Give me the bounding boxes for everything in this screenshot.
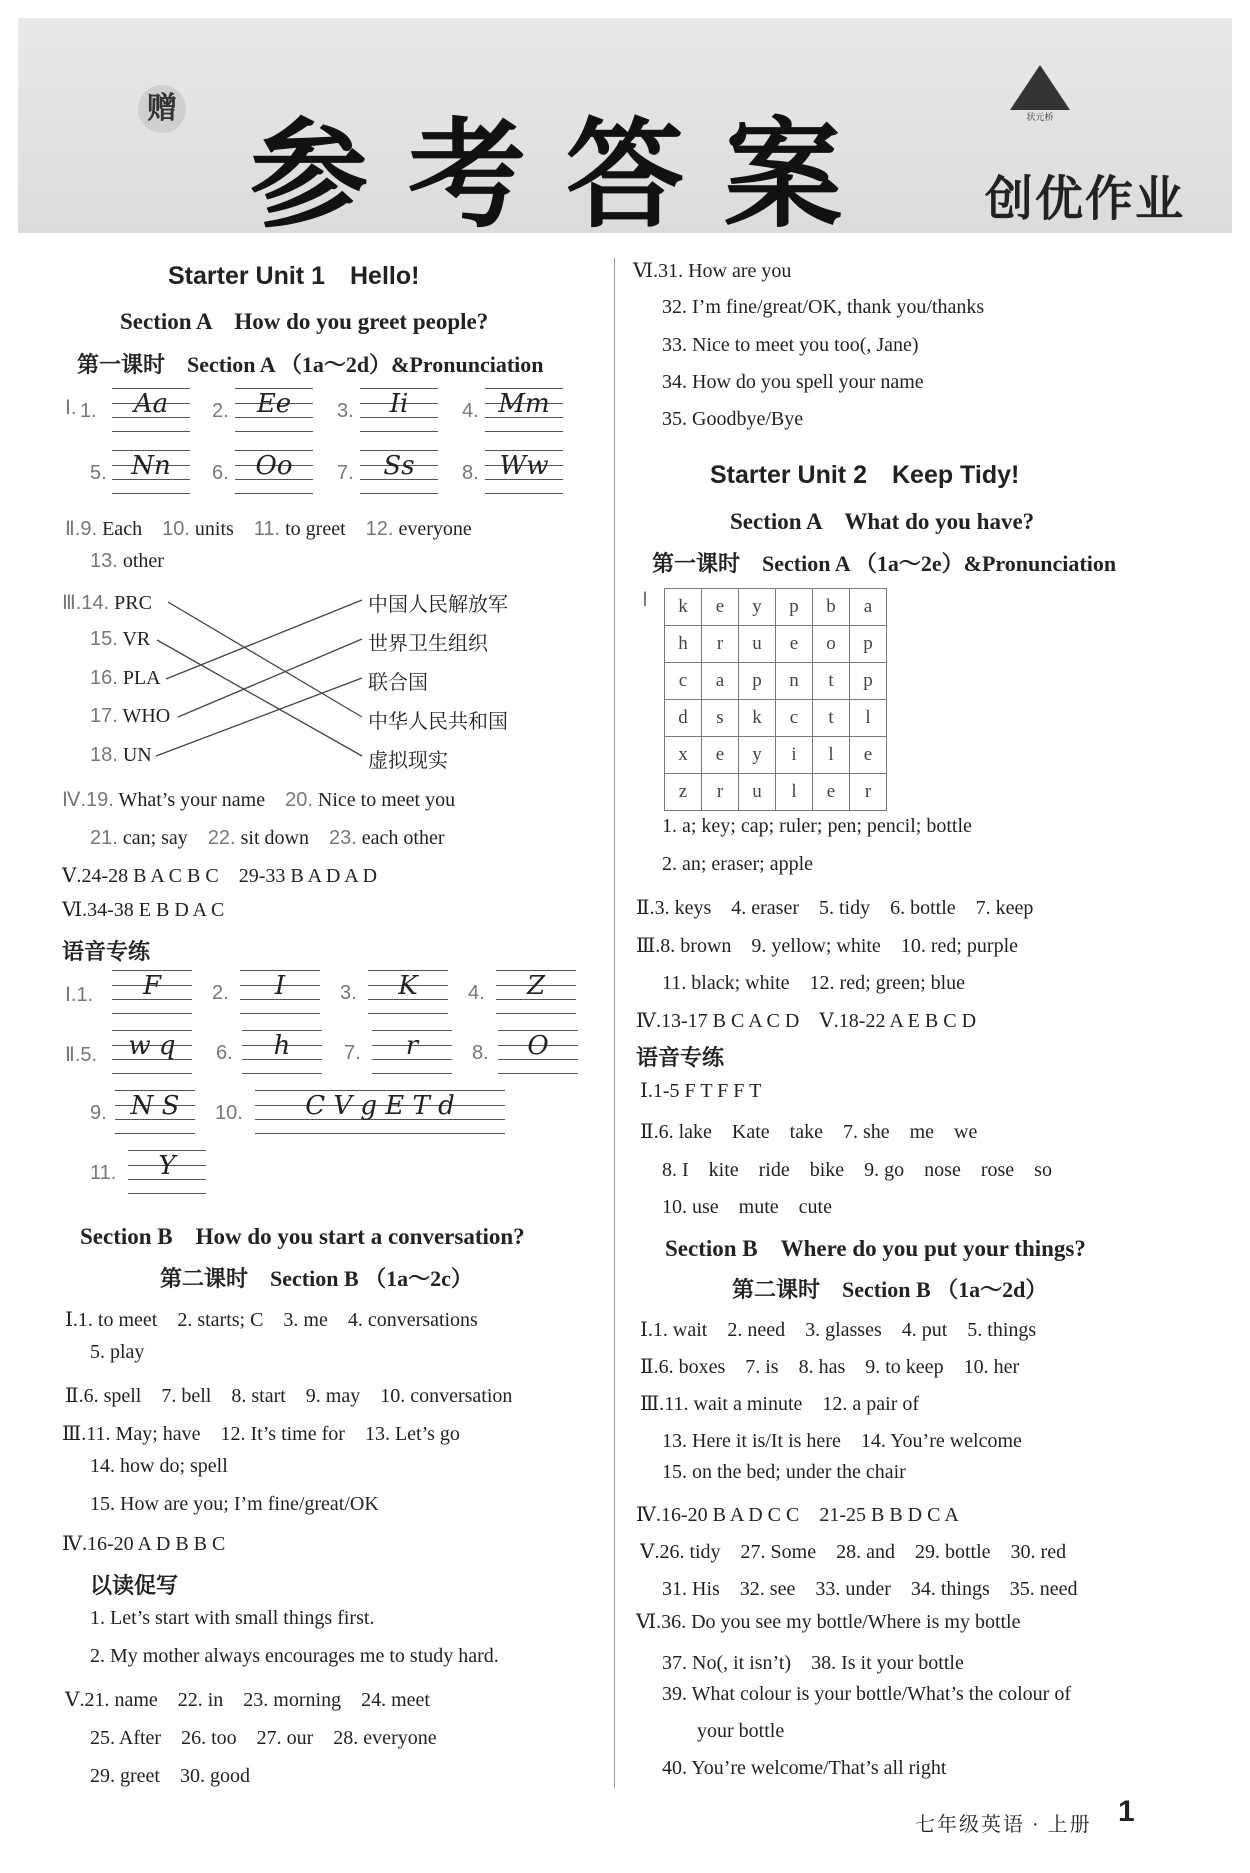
grid-cell: t xyxy=(813,700,850,737)
answer-line: Ⅳ.13-17 B C A C D Ⅴ.18-22 A E B C D xyxy=(636,1010,977,1032)
grid-cell: b xyxy=(813,589,850,626)
question-number: 11. xyxy=(90,1162,117,1184)
answer-line: Ⅲ.11. May; have 12. It’s time for 13. Let’s go xyxy=(62,1423,460,1445)
answer-line: 14. how do; spell xyxy=(90,1455,228,1477)
lesson-heading: 第一课时 Section A （1a～2d）&Pronunciation xyxy=(77,352,544,377)
question-number: 4. xyxy=(462,400,479,422)
answer-line: Ⅴ.26. tidy 27. Some 28. and 29. bottle 30. red xyxy=(640,1541,1067,1563)
handwriting-line: F xyxy=(112,970,192,1014)
answer-line: 10. use mute cute xyxy=(662,1196,832,1218)
answer-line: Ⅵ.36. Do you see my bottle/Where is my bottle xyxy=(636,1611,1021,1633)
grid-cell: z xyxy=(665,774,702,811)
handwriting-line: Ww xyxy=(485,450,563,494)
grid-cell: n xyxy=(776,663,813,700)
answer-line: 35. Goodbye/Bye xyxy=(662,408,804,430)
question-number: 2. xyxy=(212,400,229,422)
handwriting-line: r xyxy=(372,1030,452,1074)
answer-line: your bottle xyxy=(697,1720,785,1742)
grid-cell: e xyxy=(702,737,739,774)
grid-cell: u xyxy=(739,774,776,811)
answer-line: Ⅱ.6. boxes 7. is 8. has 9. to keep 10. her xyxy=(640,1356,1020,1378)
grid-cell: a xyxy=(702,663,739,700)
handwriting-line: Y xyxy=(128,1150,206,1194)
answer-line: 32. I’m fine/great/OK, thank you/thanks xyxy=(662,296,985,318)
answer-line: 2. an; eraser; apple xyxy=(662,853,814,875)
grid-row xyxy=(665,663,887,700)
answer-line: Ⅴ.21. name 22. in 23. morning 24. meet xyxy=(65,1689,430,1711)
grid-cell: e xyxy=(776,626,813,663)
grid-cell: c xyxy=(665,663,702,700)
answer-line: Ⅰ.1-5 F T F F T xyxy=(640,1080,762,1102)
grid-cell: i xyxy=(776,737,813,774)
answer-line: 34. How do you spell your name xyxy=(662,371,924,393)
answer-line: 25. After 26. too 27. our 28. everyone xyxy=(90,1727,437,1749)
unit-title: Starter Unit 1 Hello! xyxy=(168,262,420,290)
gift-badge: 赠 xyxy=(138,85,186,133)
answer-line: 39. What colour is your bottle/What’s the colour of xyxy=(662,1683,1071,1705)
answer-line: 8. I kite ride bike 9. go nose rose so xyxy=(662,1159,1052,1181)
word-search-grid xyxy=(664,588,887,811)
answer-line: 1. Let’s start with small things first. xyxy=(90,1607,375,1629)
handwriting-line: O xyxy=(498,1030,578,1074)
question-number: 1. xyxy=(80,400,97,422)
match-target: 联合国 xyxy=(368,672,428,694)
answer-line: Ⅵ.34-38 E B D A C xyxy=(62,899,225,921)
subsection-heading: 以读促写 xyxy=(90,1573,179,1598)
page-number: 1 xyxy=(1118,1795,1135,1828)
unit-title: Starter Unit 2 Keep Tidy! xyxy=(710,461,1020,489)
grid-cell: u xyxy=(739,626,776,663)
grid-cell: e xyxy=(850,737,887,774)
grid-row xyxy=(665,774,887,811)
handwriting-line: I xyxy=(240,970,320,1014)
match-target: 中华人民共和国 xyxy=(368,711,508,733)
grid-cell: e xyxy=(813,774,850,811)
brand-name: 创优作业 xyxy=(985,171,1186,227)
grid-cell: k xyxy=(739,700,776,737)
answer-line: Ⅵ.31. How are you xyxy=(633,260,792,282)
answer-line: 15. on the bed; under the chair xyxy=(662,1461,906,1483)
question-number: 4. xyxy=(468,982,485,1004)
match-item: 18. UN xyxy=(90,744,152,766)
grid-cell: y xyxy=(739,737,776,774)
grid-cell: p xyxy=(850,663,887,700)
answer-line: 33. Nice to meet you too(, Jane) xyxy=(662,334,919,356)
lesson-heading: 第二课时 Section B （1a～2c） xyxy=(160,1266,473,1291)
handwriting-line: N S xyxy=(115,1090,195,1134)
question-label: Ⅰ xyxy=(642,589,648,611)
handwriting-line: C V g E T d xyxy=(255,1090,505,1134)
grid-cell: r xyxy=(850,774,887,811)
grid-cell: r xyxy=(702,774,739,811)
answer-line: Ⅰ.1. wait 2. need 3. glasses 4. put 5. things xyxy=(640,1319,1037,1341)
question-number: 7. xyxy=(337,462,354,484)
handwriting-line: Aa xyxy=(112,388,190,432)
grid-cell: l xyxy=(813,737,850,774)
handwriting-line: w q xyxy=(112,1030,192,1074)
question-number: 9. xyxy=(90,1102,107,1124)
question-label: Ⅰ. xyxy=(65,397,77,419)
match-item: Ⅲ.14. PRC xyxy=(62,592,152,614)
section-heading: Section A What do you have? xyxy=(730,509,1035,534)
question-number: 3. xyxy=(337,400,354,422)
grid-row xyxy=(665,737,887,774)
answer-line: Ⅱ.6. spell 7. bell 8. start 9. may 10. conversation xyxy=(65,1385,513,1407)
grid-row xyxy=(665,589,887,626)
question-number: 10. xyxy=(215,1102,243,1124)
question-number: 6. xyxy=(216,1042,233,1064)
handwriting-line: Oo xyxy=(235,450,313,494)
handwriting-line: Ss xyxy=(360,450,438,494)
grid-cell: t xyxy=(813,663,850,700)
match-item: 16. PLA xyxy=(90,667,161,689)
question-number: 8. xyxy=(472,1042,489,1064)
grid-cell: a xyxy=(850,589,887,626)
match-target: 虚拟现实 xyxy=(368,750,448,772)
grid-cell: r xyxy=(702,626,739,663)
answer-line: Ⅳ.19. What’s your name 20. Nice to meet you xyxy=(62,789,456,811)
section-heading: Section A How do you greet people? xyxy=(120,309,489,334)
grid-cell: l xyxy=(776,774,813,811)
question-number: 5. xyxy=(90,462,107,484)
grid-cell: y xyxy=(739,589,776,626)
section-heading: Section B How do you start a conversation? xyxy=(80,1224,525,1249)
lesson-heading: 第二课时 Section B （1a～2d） xyxy=(732,1277,1048,1302)
handwriting-line: K xyxy=(368,970,448,1014)
match-item: 15. VR xyxy=(90,628,151,650)
answer-line: Ⅳ.16-20 B A D C C 21-25 B B D C A xyxy=(636,1504,959,1526)
handwriting-line: Z xyxy=(496,970,576,1014)
question-number: Ⅰ.1. xyxy=(65,984,94,1006)
answer-line: 40. You’re welcome/That’s all right xyxy=(662,1757,947,1779)
grid-cell: c xyxy=(776,700,813,737)
question-number: 6. xyxy=(212,462,229,484)
grid-cell: x xyxy=(665,737,702,774)
grid-row xyxy=(665,700,887,737)
answer-line: 2. My mother always encourages me to study hard. xyxy=(90,1645,499,1667)
grid-cell: p xyxy=(739,663,776,700)
answer-line: 29. greet 30. good xyxy=(90,1765,250,1787)
footer-text: 七年级英语 · 上册 xyxy=(915,1814,1092,1836)
answer-line: 11. black; white 12. red; green; blue xyxy=(662,972,966,994)
answer-line: Ⅱ.6. lake Kate take 7. she me we xyxy=(640,1121,978,1143)
grid-cell: e xyxy=(702,589,739,626)
page-title: 参考答案 xyxy=(250,105,883,244)
grid-row xyxy=(665,626,887,663)
answer-line: 5. play xyxy=(90,1341,145,1363)
answer-line: Ⅲ.8. brown 9. yellow; white 10. red; purple xyxy=(636,935,1019,957)
answer-line: 15. How are you; I’m fine/great/OK xyxy=(90,1493,379,1515)
subsection-heading: 语音专练 xyxy=(62,939,151,964)
match-item: 17. WHO xyxy=(90,705,171,727)
grid-cell: p xyxy=(776,589,813,626)
grid-cell: o xyxy=(813,626,850,663)
section-heading: Section B Where do you put your things? xyxy=(665,1236,1086,1261)
handwriting-line: Ii xyxy=(360,388,438,432)
answer-line: 31. His 32. see 33. under 34. things 35. need xyxy=(662,1578,1078,1600)
handwriting-line: Nn xyxy=(112,450,190,494)
answer-line: 37. No(, it isn’t) 38. Is it your bottle xyxy=(662,1652,964,1674)
answer-line: Ⅳ.16-20 A D B B C xyxy=(62,1533,226,1555)
subsection-heading: 语音专练 xyxy=(636,1045,725,1070)
grid-cell: s xyxy=(702,700,739,737)
answer-line: Ⅴ.24-28 B A C B C 29-33 B A D A D xyxy=(62,865,378,887)
grid-cell: p xyxy=(850,626,887,663)
match-target: 中国人民解放军 xyxy=(368,594,508,616)
handwriting-line: h xyxy=(242,1030,322,1074)
handwriting-line: Mm xyxy=(485,388,563,432)
answer-line: 13. Here it is/It is here 14. You’re welcome xyxy=(662,1430,1022,1452)
grid-cell: d xyxy=(665,700,702,737)
match-target: 世界卫生组织 xyxy=(368,633,488,655)
answer-line: Ⅱ.9. Each 10. units 11. to greet 12. everyone xyxy=(65,518,472,540)
lesson-heading: 第一课时 Section A （1a～2e）&Pronunciation xyxy=(652,551,1117,576)
grid-cell: h xyxy=(665,626,702,663)
question-number: 3. xyxy=(340,982,357,1004)
answer-line: Ⅰ.1. to meet 2. starts; C 3. me 4. conversations xyxy=(65,1309,478,1331)
question-number: Ⅱ.5. xyxy=(65,1044,98,1066)
question-number: 7. xyxy=(344,1042,361,1064)
question-number: 8. xyxy=(462,462,479,484)
question-number: 2. xyxy=(212,982,229,1004)
handwriting-line: Ee xyxy=(235,388,313,432)
answer-line: Ⅱ.3. keys 4. eraser 5. tidy 6. bottle 7. keep xyxy=(636,897,1034,919)
answer-line: 1. a; key; cap; ruler; pen; pencil; bottle xyxy=(662,815,972,837)
answer-line: Ⅲ.11. wait a minute 12. a pair of xyxy=(640,1393,920,1415)
grid-cell: l xyxy=(850,700,887,737)
publisher-logo: 状元桥 xyxy=(1005,65,1075,125)
answer-line: 21. can; say 22. sit down 23. each other xyxy=(90,827,445,849)
grid-cell: k xyxy=(665,589,702,626)
answer-line: 13. other xyxy=(90,550,164,572)
